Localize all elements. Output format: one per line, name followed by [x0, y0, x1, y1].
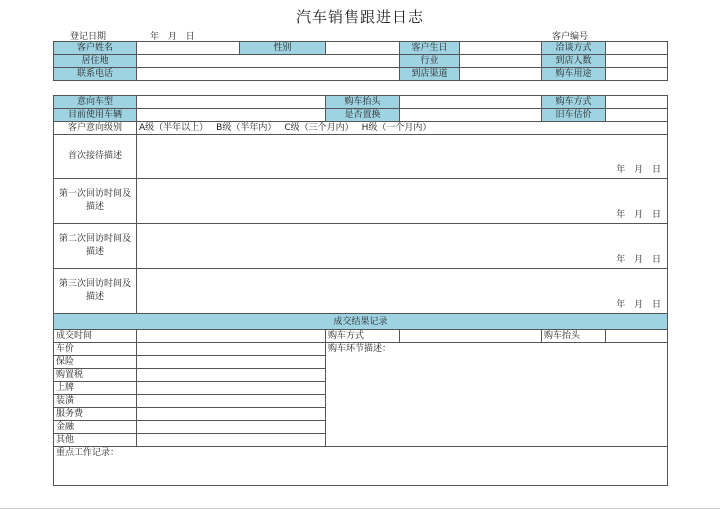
label-item-finance: 金融	[54, 421, 137, 434]
label-purchase-method: 购车方式	[542, 96, 606, 109]
input-purpose[interactable]	[606, 68, 668, 81]
input-visit-1[interactable]	[137, 179, 668, 224]
input-purchase-method[interactable]	[606, 96, 668, 109]
label-purchase-process: 购车环节描述：	[328, 344, 392, 354]
level-a[interactable]: A级（半年以上）	[139, 123, 209, 133]
label-deal-title: 购车抬头	[542, 330, 606, 343]
label-intent-level: 客户意向级别	[54, 122, 137, 135]
label-channel: 到店渠道	[400, 68, 460, 81]
input-visitors[interactable]	[606, 55, 668, 68]
label-talk-method: 洽谈方式	[542, 42, 606, 55]
label-visit-1: 第一次回访时间及描述	[54, 179, 137, 224]
input-industry[interactable]	[460, 55, 542, 68]
level-b[interactable]: B级（半年内）	[216, 123, 277, 133]
input-gender[interactable]	[326, 42, 400, 55]
label-item-other: 其他	[54, 434, 137, 447]
label-name: 客户姓名	[54, 42, 137, 55]
label-item-decor: 装潢	[54, 395, 137, 408]
label-industry: 行业	[400, 55, 460, 68]
input-model[interactable]	[137, 96, 326, 109]
label-current-car: 目前使用车辆	[54, 109, 137, 122]
label-key-notes: 重点工作记录：	[56, 448, 120, 458]
customer-no-label: 客户编号	[552, 32, 589, 42]
label-item-plate: 上牌	[54, 382, 137, 395]
label-visit-2: 第二次回访时间及描述	[54, 224, 137, 269]
input-item-price[interactable]	[137, 343, 326, 356]
input-residence[interactable]	[137, 55, 400, 68]
label-visitors: 到店人数	[542, 55, 606, 68]
basic-info-table	[53, 41, 668, 81]
input-first-visit[interactable]	[137, 135, 668, 179]
input-old-car-value[interactable]	[606, 109, 668, 122]
intent-level-options[interactable]	[137, 122, 668, 135]
input-deal-time[interactable]	[137, 330, 326, 343]
reg-date-value: 年 月 日	[150, 32, 195, 42]
level-c[interactable]: C级（三个月内）	[284, 123, 354, 133]
deal-section-header: 成交结果记录	[54, 314, 668, 330]
label-first-visit: 首次接待描述	[54, 135, 137, 179]
input-channel[interactable]	[460, 68, 542, 81]
label-item-tax: 购置税	[54, 369, 137, 382]
input-item-tax[interactable]	[137, 369, 326, 382]
label-item-price: 车价	[54, 343, 137, 356]
first-visit-date: 年 月 日	[616, 165, 661, 175]
label-phone: 联系电话	[54, 68, 137, 81]
followup-table	[53, 95, 668, 486]
input-item-service[interactable]	[137, 408, 326, 421]
input-deal-title[interactable]	[606, 330, 668, 343]
input-item-insurance[interactable]	[137, 356, 326, 369]
visit-3-date: 年 月 日	[616, 300, 661, 310]
label-deal-method: 购车方式	[326, 330, 400, 343]
input-name[interactable]	[137, 42, 240, 55]
input-birthday[interactable]	[460, 42, 542, 55]
label-model: 意向车型	[54, 96, 137, 109]
input-deal-method[interactable]	[400, 330, 542, 343]
label-old-car-value: 旧车估价	[542, 109, 606, 122]
reg-date-label: 登记日期	[70, 32, 107, 42]
label-trade-in: 是否置换	[326, 109, 400, 122]
input-visit-2[interactable]	[137, 224, 668, 269]
input-visit-3[interactable]	[137, 269, 668, 314]
input-trade-in[interactable]	[400, 109, 542, 122]
input-item-finance[interactable]	[137, 421, 326, 434]
key-notes-box[interactable]	[54, 447, 668, 486]
visit-1-date: 年 月 日	[616, 210, 661, 220]
label-gender: 性别	[240, 42, 326, 55]
label-purpose: 购车用途	[542, 68, 606, 81]
visit-2-date: 年 月 日	[616, 255, 661, 265]
label-visit-3: 第三次回访时间及描述	[54, 269, 137, 314]
input-talk-method[interactable]	[606, 42, 668, 55]
input-invoice-title[interactable]	[400, 96, 542, 109]
purchase-process-box[interactable]	[326, 343, 668, 447]
input-phone[interactable]	[137, 68, 400, 81]
label-deal-time: 成交时间	[54, 330, 137, 343]
input-current-car[interactable]	[137, 109, 326, 122]
label-item-service: 服务费	[54, 408, 137, 421]
label-item-insurance: 保险	[54, 356, 137, 369]
input-item-other[interactable]	[137, 434, 326, 447]
level-h[interactable]: H级（一个月内）	[361, 123, 432, 133]
input-item-decor[interactable]	[137, 395, 326, 408]
label-residence: 居住地	[54, 55, 137, 68]
page-title: 汽车销售跟进日志	[295, 8, 424, 26]
input-item-plate[interactable]	[137, 382, 326, 395]
label-invoice-title: 购车抬头	[326, 96, 400, 109]
label-birthday: 客户生日	[400, 42, 460, 55]
